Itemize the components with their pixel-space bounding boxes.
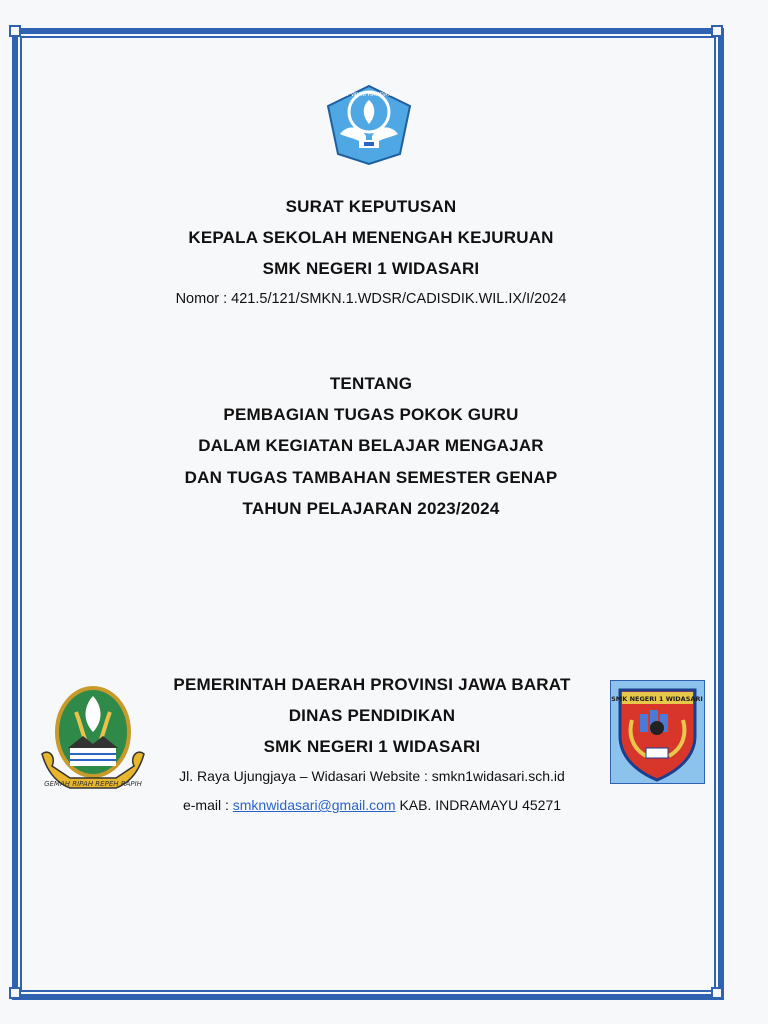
left-emblem-text: GEMAH RIPAH REPEH RAPIH	[44, 780, 142, 788]
document-subtitle: KEPALA SEKOLAH MENENGAH KEJURUAN	[188, 228, 554, 247]
border-corner-bottom-left	[9, 987, 21, 999]
tut-wuri-handayani-logo	[326, 84, 412, 166]
topic-line-4: TAHUN PELAJARAN 2023/2024	[242, 499, 500, 518]
topic-line-2: DALAM KEGIATAN BELAJAR MENGAJAR	[198, 436, 544, 455]
border-corner-top-right	[711, 25, 723, 37]
footer-email-line	[152, 797, 592, 813]
border-corner-bottom-right	[711, 987, 723, 999]
footer-government: PEMERINTAH DAERAH PROVINSI JAWA BARAT	[173, 675, 571, 694]
top-emblem-text: TUT WURI HANDAYANI	[338, 92, 400, 98]
right-emblem-text: SMK NEGERI 1 WIDASARI	[611, 695, 703, 703]
document-title: SURAT KEPUTUSAN	[285, 197, 457, 216]
email-prefix: e-mail :	[182, 797, 229, 813]
school-name-header: SMK NEGERI 1 WIDASARI	[262, 259, 480, 278]
email-suffix: KAB. INDRAMAYU 45271	[399, 797, 562, 813]
border-corner-top-left	[9, 25, 21, 37]
smk-widasari-logo	[610, 680, 705, 784]
footer-department: DINAS PENDIDIKAN	[288, 706, 456, 725]
document-number: Nomor : 421.5/121/SMKN.1.WDSR/CADISDIK.WIL.IX/I/2024	[175, 291, 567, 307]
topic-line-1: PEMBAGIAN TUGAS POKOK GURU	[223, 405, 519, 424]
topic-label: TENTANG	[329, 374, 413, 393]
jawa-barat-logo	[40, 682, 146, 794]
footer-address: Jl. Raya Ujungjaya – Widasari Website : smkn1widasari.sch.id	[179, 768, 565, 784]
email-link[interactable]: smknwidasari@gmail.com	[232, 797, 396, 813]
topic-line-3: DAN TUGAS TAMBAHAN SEMESTER GENAP	[184, 468, 558, 487]
footer-school: SMK NEGERI 1 WIDASARI	[263, 737, 481, 756]
